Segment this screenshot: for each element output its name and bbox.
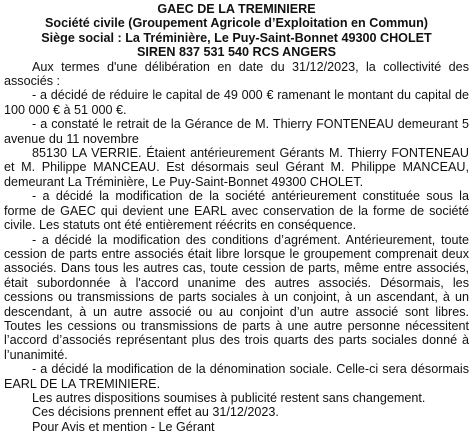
- registered-office: Siège social : La Tréminière, Le Puy-Saint-Bonnet 49300 CHOLET: [41, 30, 432, 45]
- paragraph-effective-date: Ces décisions prennent effet au 31/12/2023.: [32, 405, 279, 420]
- paragraph-managers: 85130 LA VERRIE. Étaient antérieurement Gérants M. Thierry FONTENEAU et M. Philippe MANCEAU. Est désormais seul Gérant M. Philippe MANCEAU, demeurant La Tréminière, Le Puy-Saint-Bonnet 49300 CHOLET.: [4, 146, 469, 189]
- company-name: GAEC DE LA TREMINIERE: [157, 2, 316, 16]
- notice-body: [4, 60, 469, 434]
- paragraph-name-change: - a décidé la modification de la dénomination sociale. Celle-ci sera désormais EARL DE LA TREMINIERE.: [4, 362, 469, 391]
- paragraph-capital-reduction: - a décidé de réduire le capital de 49 000 € ramenant le montant du capital de 100 000 € à 51 000 €.: [4, 88, 469, 117]
- paragraph-other-provisions: Les autres dispositions soumises à publicité restent sans changement.: [32, 390, 426, 405]
- paragraph-intro: Aux termes d'une délibération en date du 31/12/2023, la collectivité des associés :: [4, 59, 469, 89]
- paragraph-signature: Pour Avis et mention - Le Gérant: [32, 419, 215, 434]
- company-form: Société civile (Groupement Agricole d’Exploitation en Commun): [45, 16, 428, 31]
- legal-notice: [4, 2, 469, 434]
- notice-header: [4, 2, 469, 60]
- paragraph-manager-withdrawal: - a constaté le retrait de la Gérance de M. Thierry FONTENEAU demeurant 5 avenue du 11 novembre: [4, 117, 469, 146]
- paragraph-approval-conditions: - a décidé la modification des conditions d’agrément. Antérieurement, toute cession de parts entre associés était libre lorsque le groupement comprenait deux associés. Dans tous les autres cas, toute cession de parts, même entre associés, était subordonnée à l'accord unanime des autres associés. Désormais, les cessions ou transmissions de parts sociales à un conjoint, à un ascendant, à un descendant, à un autre associé ou au conjoint d’un autre associé sont libres. Toutes les cessions ou transmissions de parts à une autre personne nécessitent l’accord d’associés représentant plus des trois quarts des parts sociales donné à l’unanimité.: [4, 232, 469, 362]
- siren-registration: SIREN 837 531 540 RCS ANGERS: [136, 45, 337, 60]
- paragraph-form-change: - a décidé la modification de la société antérieurement constituée sous la forme de GAEC qui devient une EARL avec conservation de la forme de société civile. Les statuts ont été entièrement réécrits en conséquence.: [4, 189, 469, 233]
